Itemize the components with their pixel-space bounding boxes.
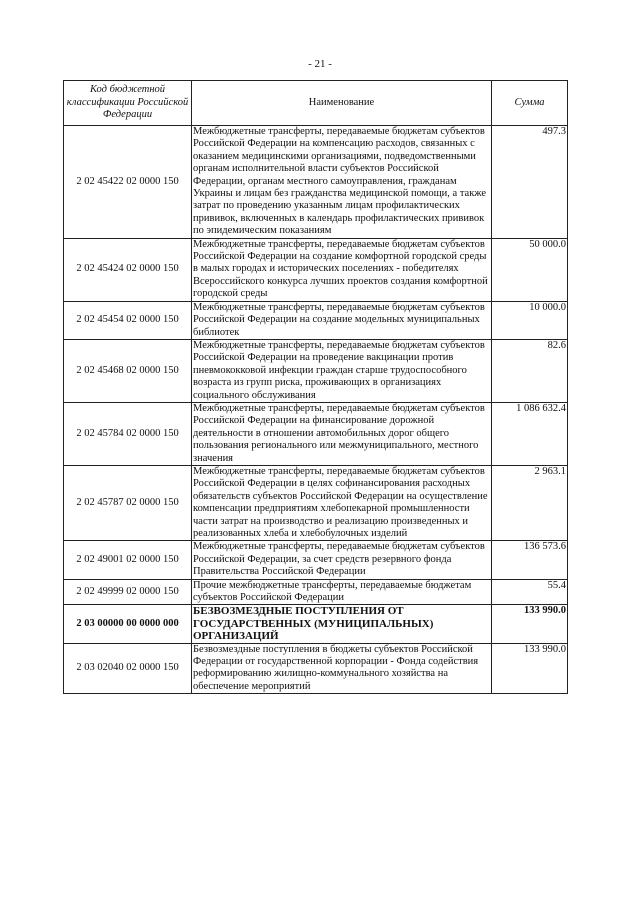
row-sum: 1 086 632.4 <box>492 402 568 465</box>
row-name: Межбюджетные трансферты, передаваемые бюджетам субъектов Российской Федерации на создание модельных муниципальных библиотек <box>192 301 492 339</box>
row-name: БЕЗВОЗМЕЗДНЫЕ ПОСТУПЛЕНИЯ ОТ ГОСУДАРСТВЕННЫХ (МУНИЦИПАЛЬНЫХ) ОРГАНИЗАЦИЙ <box>192 605 492 643</box>
row-code: 2 02 45454 02 0000 150 <box>64 301 192 339</box>
table-row <box>64 301 568 339</box>
row-name: Межбюджетные трансферты, передаваемые бюджетам субъектов Российской Федерации на финансирование дорожной деятельности в отношении автомобильных дорог общего пользования регионального или межмуниципального, местного значения <box>192 402 492 465</box>
row-code: 2 02 45787 02 0000 150 <box>64 465 192 540</box>
header-sum: Сумма <box>492 81 568 126</box>
row-sum: 133 990.0 <box>492 605 568 643</box>
row-sum: 50 000.0 <box>492 238 568 301</box>
row-code: 2 03 00000 00 0000 000 <box>64 605 192 643</box>
table-row <box>64 238 568 301</box>
row-code: 2 02 49999 02 0000 150 <box>64 579 192 605</box>
row-name: Безвозмездные поступления в бюджеты субъектов Российской Федерации от государственной корпорации - Фонда содействия реформированию жилищно-коммунального хозяйства на обеспечение мероприятий <box>192 643 492 694</box>
row-name: Прочие межбюджетные трансферты, передаваемые бюджетам субъектов Российской Федерации <box>192 579 492 605</box>
row-code: 2 02 45784 02 0000 150 <box>64 402 192 465</box>
row-code: 2 02 45422 02 0000 150 <box>64 126 192 239</box>
table-header-row <box>64 81 568 126</box>
row-sum: 136 573.6 <box>492 541 568 579</box>
row-sum: 133 990.0 <box>492 643 568 694</box>
row-name: Межбюджетные трансферты, передаваемые бюджетам субъектов Российской Федерации, за счет средств резервного фонда Правительства Российской Федерации <box>192 541 492 579</box>
row-code: 2 02 49001 02 0000 150 <box>64 541 192 579</box>
table-row <box>64 605 568 643</box>
table-row <box>64 339 568 402</box>
table-row <box>64 643 568 694</box>
table-row <box>64 579 568 605</box>
page-number: - 21 - <box>308 58 332 70</box>
row-code: 2 03 02040 02 0000 150 <box>64 643 192 694</box>
row-sum: 82.6 <box>492 339 568 402</box>
row-name: Межбюджетные трансферты, передаваемые бюджетам субъектов Российской Федерации на создание комфортной городской среды в малых городах и исторических поселениях - победителях Всероссийского конкурса лучших проектов создания комфортной городской среды <box>192 238 492 301</box>
row-code: 2 02 45468 02 0000 150 <box>64 339 192 402</box>
table-row <box>64 541 568 579</box>
header-code: Код бюджетной классификации Российской Федерации <box>64 81 192 126</box>
table-row <box>64 126 568 239</box>
table-row <box>64 402 568 465</box>
row-name: Межбюджетные трансферты, передаваемые бюджетам субъектов Российской Федерации на компенсацию расходов, связанных с оказанием медицинскими организациями, подведомственными органам исполнительной власти субъектов Российской Федерации, органам местного самоуправления, гражданам Украины и лицам без гражданства медицинской помощи, а также затрат по проведению указанным лицам профилактических прививок, включенных в календарь профилактических прививок по эпидемическим показаниям <box>192 126 492 239</box>
table-row <box>64 465 568 540</box>
row-sum: 55.4 <box>492 579 568 605</box>
row-sum: 497.3 <box>492 126 568 239</box>
row-name: Межбюджетные трансферты, передаваемые бюджетам субъектов Российской Федерации в целях софинансирования расходных обязательств субъектов Российской Федерации на осуществление компенсации предприятиям хлебопекарной промышленности части затрат на производство и реализацию произведенных и реализованных хлеба и хлебобулочных изделий <box>192 465 492 540</box>
row-name: Межбюджетные трансферты, передаваемые бюджетам субъектов Российской Федерации на проведение вакцинации против пневмококковой инфекции граждан старше трудоспособного возраста из групп риска, проживающих в организациях социального обслуживания <box>192 339 492 402</box>
row-code: 2 02 45424 02 0000 150 <box>64 238 192 301</box>
budget-table <box>63 80 568 694</box>
row-sum: 2 963.1 <box>492 465 568 540</box>
header-name: Наименование <box>192 81 492 126</box>
row-sum: 10 000.0 <box>492 301 568 339</box>
